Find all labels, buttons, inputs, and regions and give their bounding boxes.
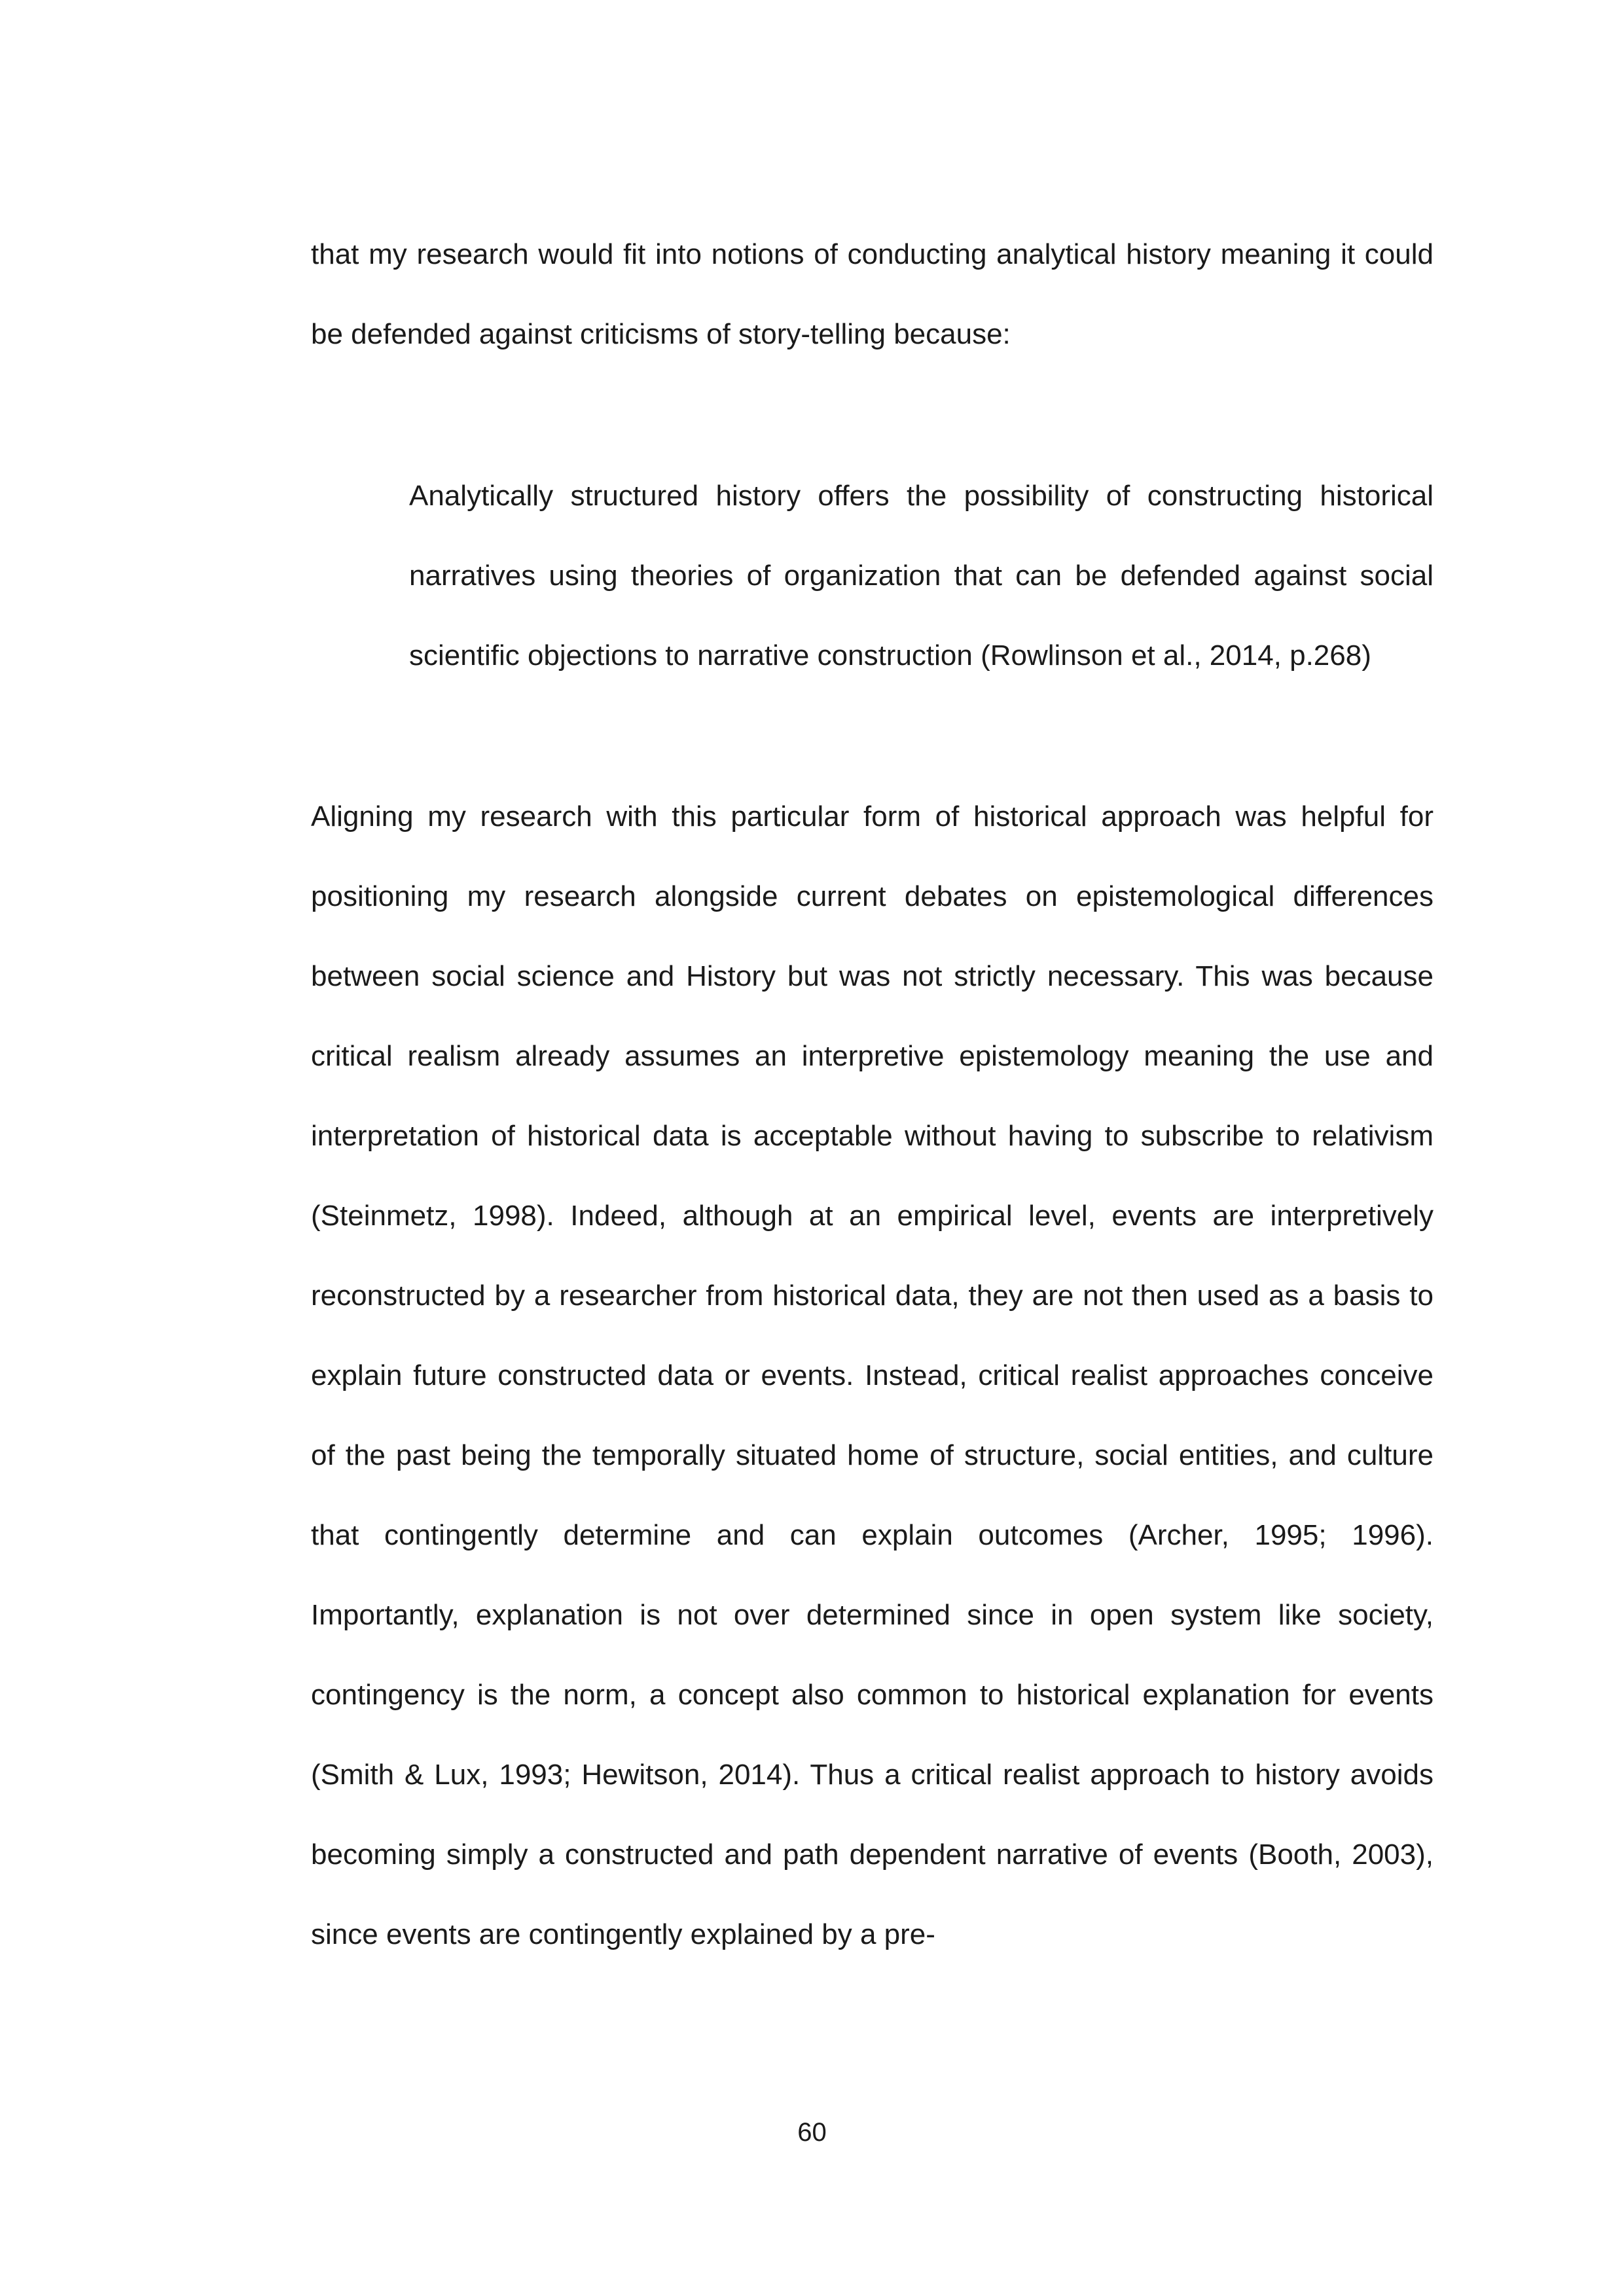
- block-quote: Analytically structured history offers the possibility of constructing historical narratives using theories of organization that can be defended against social scientific objections to narrative construction (Rowlinson et al., 2014, p.268): [409, 480, 1434, 672]
- page-number: 60: [797, 2118, 827, 2147]
- main-paragraph: Aligning my research with this particular form of historical approach was helpful for positioning my research alongside current debates on epistemological differences between social science and History but was not strictly necessary. This was because critical realism already assumes an interpretive epistemology meaning the use and interpretation of historical data is acceptable without having to subscribe to relativism (Steinmetz, 1998). Indeed, although at an empirical level, events are interpretively reconstructed by a researcher from historical data, they are not then used as a basis to explain future constructed data or events. Instead, critical realist approaches conceive of the past being the temporally situated home of structure, social entities, and culture that contingently determine and can explain outcomes (Archer, 1995; 1996). Importantly, explanation is not over determined since in open system like society, contingency is the norm, a concept also common to historical explanation for events (Smith & Lux, 1993; Hewitson, 2014). Thus a critical realist approach to history avoids becoming simply a constructed and path dependent narrative of events (Booth, 2003), since events are contingently explained by a pre-: [311, 800, 1434, 1950]
- intro-paragraph: that my research would fit into notions of conducting analytical history meaning it could be defended against criticisms of story-telling because:: [311, 238, 1434, 350]
